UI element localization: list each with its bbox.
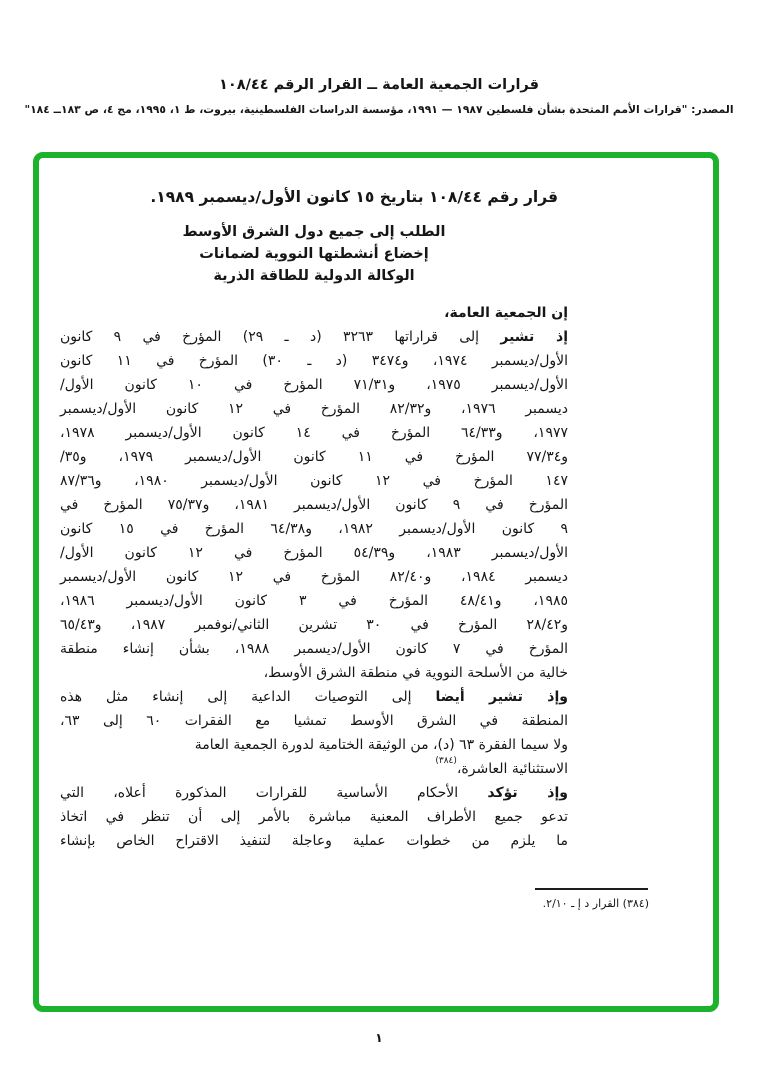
- footnote-reference-marker: (٣٨٤): [435, 756, 457, 767]
- page-header-title: قرارات الجمعية العامة ــ القرار الرقم ١٠٨/٤٤: [219, 77, 539, 93]
- body-line: الأول/ديسمبر ١٩٨٣، و٥٤/٣٩ المؤرخ في ١٢ كانون الأول/: [60, 545, 568, 561]
- body-line: ٩ كانون الأول/ديسمبر ١٩٨٢، و٦٤/٣٨ المؤرخ في ١٥ كانون: [60, 521, 568, 537]
- resolution-title: قرار رقم ١٠٨/٤٤ بتاريخ ١٥ كانون الأول/ديسمبر ١٩٨٩.: [150, 188, 558, 206]
- body-line: [60, 301, 568, 325]
- body-line: المنطقة في الشرق الأوسط تمشيا مع الفقرات ٦٠ إلى ٦٣،: [60, 713, 568, 729]
- body-line: الأول/ديسمبر ١٩٧٤، و٣٤٧٤ (د ـ ٣٠) المؤرخ في ١١ كانون: [60, 353, 569, 369]
- body-line: وإذ تؤكد الأحكام الأساسية للقرارات المذكورة أعلاه، التي: [60, 785, 568, 801]
- body-line: وإذ تشير أيضا إلى التوصيات الداعية إلى إنشاء مثل هذه: [60, 689, 568, 705]
- resolution-content-column: [60, 185, 568, 853]
- resolution-subtitle-line-2: إخضاع أنشطتها النووية لضمانات: [199, 246, 429, 262]
- body-line: ديسمبر ١٩٨٤، و٨٢/٤٠ المؤرخ في ١٢ كانون الأول/ديسمبر: [60, 569, 568, 585]
- body-line-lead: إذ تشير: [500, 329, 568, 345]
- body-line: ١٤٧ المؤرخ في ١٢ كانون الأول/ديسمبر ١٩٨٠، و٨٧/٣٦: [60, 473, 568, 489]
- resolution-subtitle-line-1: الطلب إلى جميع دول الشرق الأوسط: [182, 224, 446, 240]
- body-line: ما يلزم من خطوات عملية وعاجلة لتنفيذ الاقتراح الخاص بإنشاء: [60, 833, 568, 849]
- body-line-lead: وإذ تشير أيضا: [435, 689, 568, 705]
- footnote-text: (٣٨٤) القرار د إ ـ ٢/١٠.: [542, 897, 649, 910]
- resolution-subtitle-line-3: الوكالة الدولية للطاقة الذرية: [213, 268, 415, 284]
- body-line: المؤرخ في ٩ كانون الأول/ديسمبر ١٩٨١، و٧٥/٣٧ المؤرخ في: [60, 497, 568, 513]
- body-line: المؤرخ في ٧ كانون الأول/ديسمبر ١٩٨٨، بشأن إنشاء منطقة: [60, 641, 568, 657]
- body-line: خالية من الأسلحة النووية في منطقة الشرق الأوسط،: [263, 665, 568, 681]
- body-line: ديسمبر ١٩٧٦، و٨٢/٣٢ المؤرخ في ١٢ كانون الأول/ديسمبر: [60, 401, 568, 417]
- body-line-lead: إن الجمعية العامة،: [444, 305, 568, 321]
- body-line: و٧٧/٣٤ المؤرخ في ١١ كانون الأول/ديسمبر ١٩٧٩، و٣٥/: [60, 449, 568, 465]
- body-line: إذ تشير إلى قراراتها ٣٢٦٣ (د ـ ٢٩) المؤرخ في ٩ كانون: [60, 329, 568, 345]
- body-line: ولا سيما الفقرة ٦٣ (د)، من الوثيقة الختامية لدورة الجمعية العامة: [194, 737, 568, 753]
- page-number: ١: [375, 1030, 383, 1045]
- body-line-lead: وإذ تؤكد: [487, 785, 568, 801]
- resolution-subtitle: [60, 221, 568, 287]
- body-line: الأول/ديسمبر ١٩٧٥، و٧١/٣١ المؤرخ في ١٠ كانون الأول/: [60, 377, 568, 393]
- body-line: ١٩٨٥، و٤٨/٤١ المؤرخ في ٣ كانون الأول/ديسمبر ١٩٨٦،: [60, 593, 568, 609]
- footnote-separator-rule: [535, 888, 648, 890]
- body-line: الاستثنائية العاشرة،$^{(٣٨٤)}$: [435, 756, 568, 777]
- body-line: تدعو جميع الأطراف المعنية مباشرة بالأمر إلى أن تنظر في اتخاذ: [60, 809, 568, 825]
- source-citation-line: المصدر: "قرارات الأمم المتحدة بشأن فلسطين ١٩٨٧ — ١٩٩١، مؤسسة الدراسات الفلسطينية، بيروت، ط ١، ١٩٩٥، مج ٤، ص ١٨٣ــ ١٨٤": [24, 103, 734, 116]
- body-line: و٢٨/٤٢ المؤرخ في ٣٠ تشرين الثاني/نوفمبر ١٩٨٧، و٦٥/٤٣: [60, 617, 568, 633]
- body-lines: [60, 301, 568, 853]
- body-line: ١٩٧٧، و٦٤/٣٣ المؤرخ في ١٤ كانون الأول/ديسمبر ١٩٧٨،: [60, 425, 568, 441]
